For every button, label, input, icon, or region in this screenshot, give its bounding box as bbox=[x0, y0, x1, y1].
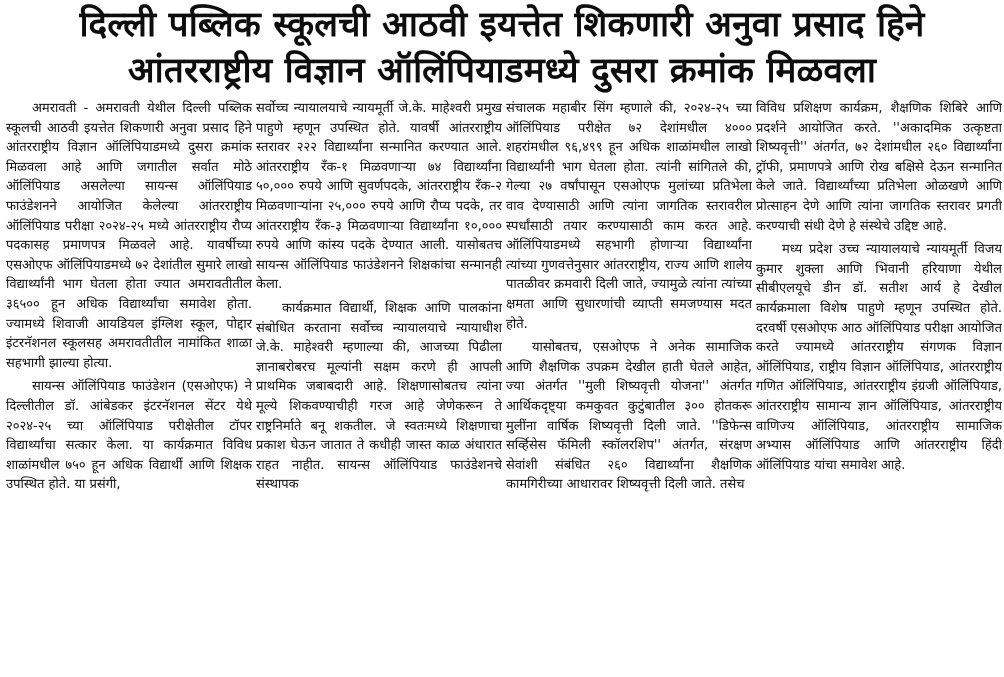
article-paragraph: यासोबतच, एसओएफ ने अनेक सामाजिक आणि शैक्षणिक उपक्रम देखील हाती घेतले आहेत, ज्या अंतर्गत ''मुली शिष्यवृत्ती योजना'' अंतर्गत आर्थिकदृष्ट्या कमकुवत कुटुंबातील ३०० होतकरू मुलींना वार्षिक शिष्यवृत्ती दिली जाते. ''डिफेन्स सर्व्हिसेस फॅमिली स्कॉलरशिप'' अंतर्गत, संरक्षण सेवांशी संबंधित २६० विद्यार्थ्यांना शैक्षणिक कामगिरीच्या आधारावर शिष्यवृत्ती दिली जाते. तसेच bbox=[506, 340, 752, 493]
article-column-4 bbox=[756, 99, 1002, 673]
article-body bbox=[6, 99, 1000, 673]
article-paragraph: संचालक महाबीर सिंग म्हणाले की, २०२४-२५ च्या ऑलिंपियाड परीक्षेत ७२ देशांमधील ४००० शहरांमधील ९६,४९९ हून अधिक शाळांमधील लाखो विद्यार्थ्यांनी भाग घेतला होता. त्यांनी सांगितले की, गेल्या २७ वर्षांपासून एसओएफ मुलांच्या प्रतिभेला वाव देण्यासाठी आणि त्यांना जागतिक स्तरावरील स्पर्धांसाठी तयार करण्यासाठी काम करत आहे. ऑलिंपियाडमध्ये सहभागी होणाऱ्या विद्यार्थ्यांना त्यांच्या गुणवत्तेनुसार आंतरराष्ट्रीय, राज्य आणि शालेय पातळीवर क्रमवारी दिली जाते, ज्यामुळे त्यांना त्यांच्या क्षमता आणि सुधारणांची व्याप्ती समजण्यास मदत होते. bbox=[506, 101, 752, 332]
headline-line-2: आंतरराष्ट्रीय विज्ञान ऑलिंपियाडमध्ये दुसरा क्रमांक मिळवला bbox=[127, 51, 877, 91]
article-paragraph: मध्य प्रदेश उच्च न्यायालयाचे न्यायमूर्ती विजय कुमार शुक्ला आणि भिवानी हरियाणा येथील सीबीएलयूचे डीन डॉ. सतीश आर्य हे देखील कार्यक्रमाला विशेष पाहुणे म्हणून उपस्थित होते. दरवर्षी एसओएफ आठ ऑलिंपियाड परीक्षा आयोजित करते ज्यामध्ये आंतरराष्ट्रीय संगणक विज्ञान ऑलिंपियाड, राष्ट्रीय विज्ञान ऑलिंपियाड, आंतरराष्ट्रीय गणित ऑलिंपियाड, आंतरराष्ट्रीय इंग्रजी ऑलिंपियाड, आंतरराष्ट्रीय सामान्य ज्ञान ऑलिंपियाड, आंतरराष्ट्रीय वाणिज्य ऑलिंपियाड, आंतरराष्ट्रीय सामाजिक अभ्यास ऑलिंपियाड आणि आंतरराष्ट्रीय हिंदी ऑलिंपियाड यांचा समावेश आहे. bbox=[756, 242, 1002, 473]
article-paragraph: सर्वोच्च न्यायालयाचे न्यायमूर्ती जे.के. माहेश्वरी प्रमुख पाहुणे म्हणून उपस्थित होते. यावर्षी आंतरराष्ट्रीय स्तरावर २२२ विद्यार्थ्यांना सन्मानित करण्यात आले. आंतरराष्ट्रीय रँक-१ मिळवणाऱ्या ७४ विद्यार्थ्यांना ५०,००० रुपये आणि सुवर्णपदके, आंतरराष्ट्रीय रँक-२ मिळवणाऱ्यांना २५,००० रुपये आणि रौप्य पदके, तर आंतरराष्ट्रीय रँक-३ मिळवणाऱ्या विद्यार्थ्यांना १०,००० रुपये आणि कांस्य पदके देण्यात आली. यासोबतच सायन्स ऑलिंपियाड फाउंडेशनने शिक्षकांचा सन्मानही केला. bbox=[256, 101, 502, 293]
article-paragraph: अमरावती - अमरावती येथील दिल्ली पब्लिक स्कूलची आठवी इयत्तेत शिकणारी अनुवा प्रसाद हिने आंतरराष्ट्रीय विज्ञान ऑलिंपियाडमध्ये दुसरा क्रमांक मिळवला आहे आणि जगातील सर्वात मोठे ऑलिंपियाड असलेल्या सायन्स ऑलिंपियाड फाउंडेशनने आयोजित केलेल्या आंतरराष्ट्रीय ऑलिंपियाड परीक्षा २०२४-२५ मध्ये आंतरराष्ट्रीय रौप्य पदकासह प्रमाणपत्र मिळवले आहे. यावर्षीच्या एसओएफ ऑलिंपियाडमध्ये ७२ देशांतील सुमारे लाखो विद्यार्थ्यांनी भाग घेतला होता ज्यात अमरावतीतील ३६५०० हून अधिक विद्यार्थ्यांचा समावेश होता. ज्यामध्ये शिवाजी आयडियल इंग्लिश स्कूल, पोद्दार इंटरनॅशनल स्कूलसह अमरावतीतील नामांकित शाळा सहभागी झाल्या होत्या. bbox=[6, 101, 252, 371]
article-column-2 bbox=[256, 99, 502, 673]
article-column-3 bbox=[506, 99, 752, 673]
headline-line-1: दिल्ली पब्लिक स्कूलची आठवी इयत्तेत शिकणारी अनुवा प्रसाद हिने bbox=[79, 5, 925, 45]
article-column-1 bbox=[6, 99, 252, 673]
headline bbox=[0, 2, 1004, 94]
article-paragraph: कार्यक्रमात विद्यार्थी, शिक्षक आणि पालकांना संबोधित करताना सर्वोच्च न्यायालयाचे न्यायाधीश जे.के. माहेश्वरी म्हणाल्या की, आजच्या पिढीला ज्ञानाबरोबरच मूल्यांनी सक्षम करणे ही आपली प्राथमिक जबाबदारी आहे. शिक्षणासोबतच त्यांना मूल्ये शिकवण्याचीही गरज आहे जेणेकरून ते राष्ट्रनिर्माते बनू शकतील. जे स्वतःमध्ये शिक्षणाचा प्रकाश घेऊन जातात ते कधीही जास्त काळ अंधारात राहत नाहीत. सायन्स ऑलिंपियाड फाउंडेशनचे संस्थापक bbox=[256, 300, 502, 493]
article-paragraph: सायन्स ऑलिंपियाड फाउंडेशन (एसओएफ) ने दिल्लीतील डॉ. आंबेडकर इंटरनॅशनल सेंटर येथे २०२४-२५ च्या ऑलिंपियाड परीक्षेतील टॉपर विद्यार्थ्यांचा सत्कार केला. या कार्यक्रमात विविध शाळांमधील ७५० हून अधिक विद्यार्थी आणि शिक्षक उपस्थित होते. या प्रसंगी, bbox=[6, 379, 252, 493]
article-paragraph: विविध प्रशिक्षण कार्यक्रम, शैक्षणिक शिबिरे आणि प्रदर्शने आयोजित करते. ''अकादमिक उत्कृष्टता शिष्यवृत्ती'' अंतर्गत, ७२ देशांमधील २६० विद्यार्थ्यांना ट्रॉफी, प्रमाणपत्रे आणि रोख बक्षिसे देऊन सन्मानित केले जाते. विद्यार्थ्यांच्या प्रतिभेला ओळखणे आणि प्रोत्साहन देणे आणि त्यांना जागतिक स्तरावर प्रगती करण्याची संधी देणे हे संस्थेचे उद्दिष्ट आहे. bbox=[756, 101, 1002, 234]
